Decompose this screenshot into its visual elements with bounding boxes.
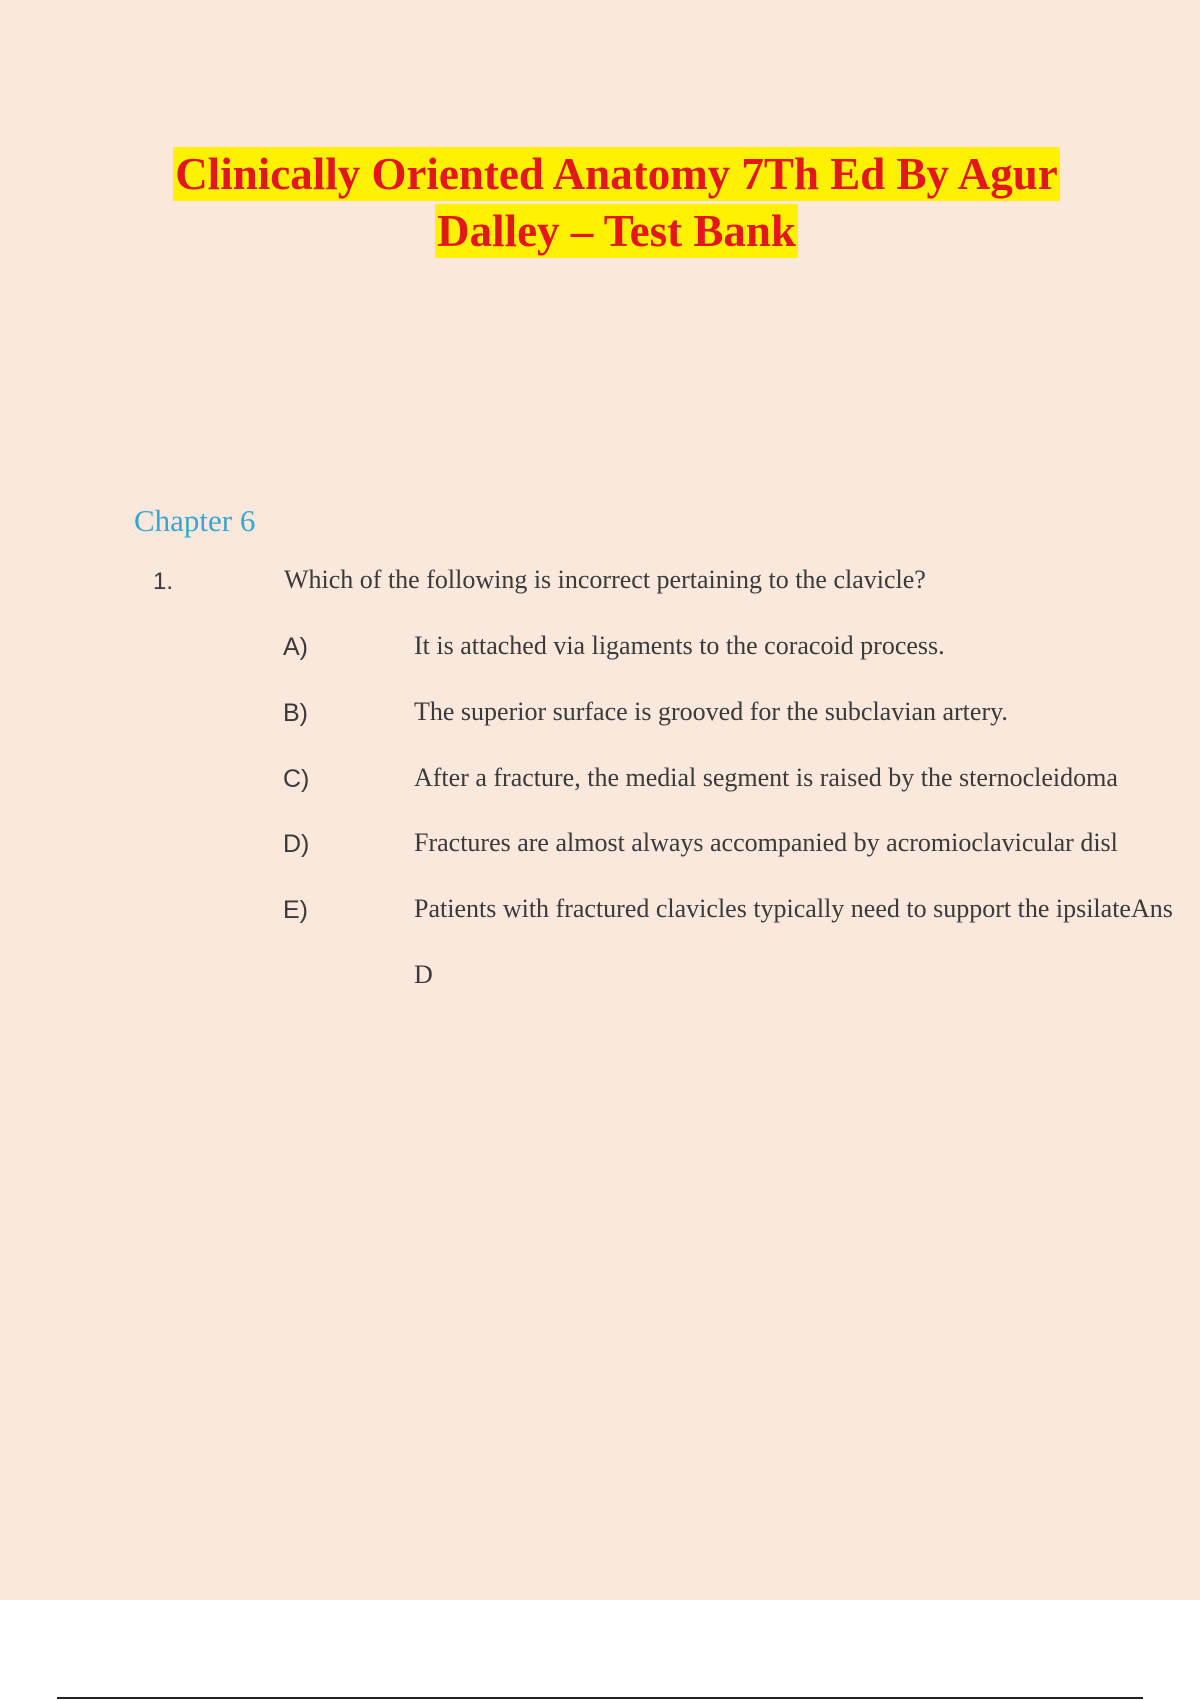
option-label: D)	[283, 830, 310, 858]
option-label: C)	[283, 765, 310, 793]
title-line-1: Clinically Oriented Anatomy 7Th Ed By Agur	[175, 149, 1058, 199]
option-label: B)	[283, 699, 308, 727]
option-label: E)	[283, 896, 308, 924]
question-number: 1.	[153, 568, 174, 595]
option-text: After a fracture, the medial segment is raised by the sternocleidoma	[414, 763, 1118, 792]
option-text: Patients with fractured clavicles typically need to support the ipsilateAns	[414, 894, 1173, 923]
chapter-heading: Chapter 6	[134, 503, 256, 538]
footer-divider	[57, 1697, 1143, 1699]
option-a	[0, 631, 1200, 671]
option-e	[0, 894, 1200, 934]
option-text: The superior surface is grooved for the subclavian artery.	[414, 697, 1008, 726]
option-d	[0, 828, 1200, 868]
option-label: A)	[283, 633, 308, 661]
question-text: Which of the following is incorrect pertaining to the clavicle?	[284, 565, 926, 594]
option-text: Fractures are almost always accompanied by acromioclavicular disl	[414, 828, 1118, 857]
document-title	[0, 146, 1200, 260]
option-b	[0, 697, 1200, 737]
answer-value: D	[414, 960, 433, 989]
option-c	[0, 763, 1200, 803]
option-text: It is attached via ligaments to the coracoid process.	[414, 631, 945, 660]
title-line-2: Dalley – Test Bank	[437, 206, 796, 256]
